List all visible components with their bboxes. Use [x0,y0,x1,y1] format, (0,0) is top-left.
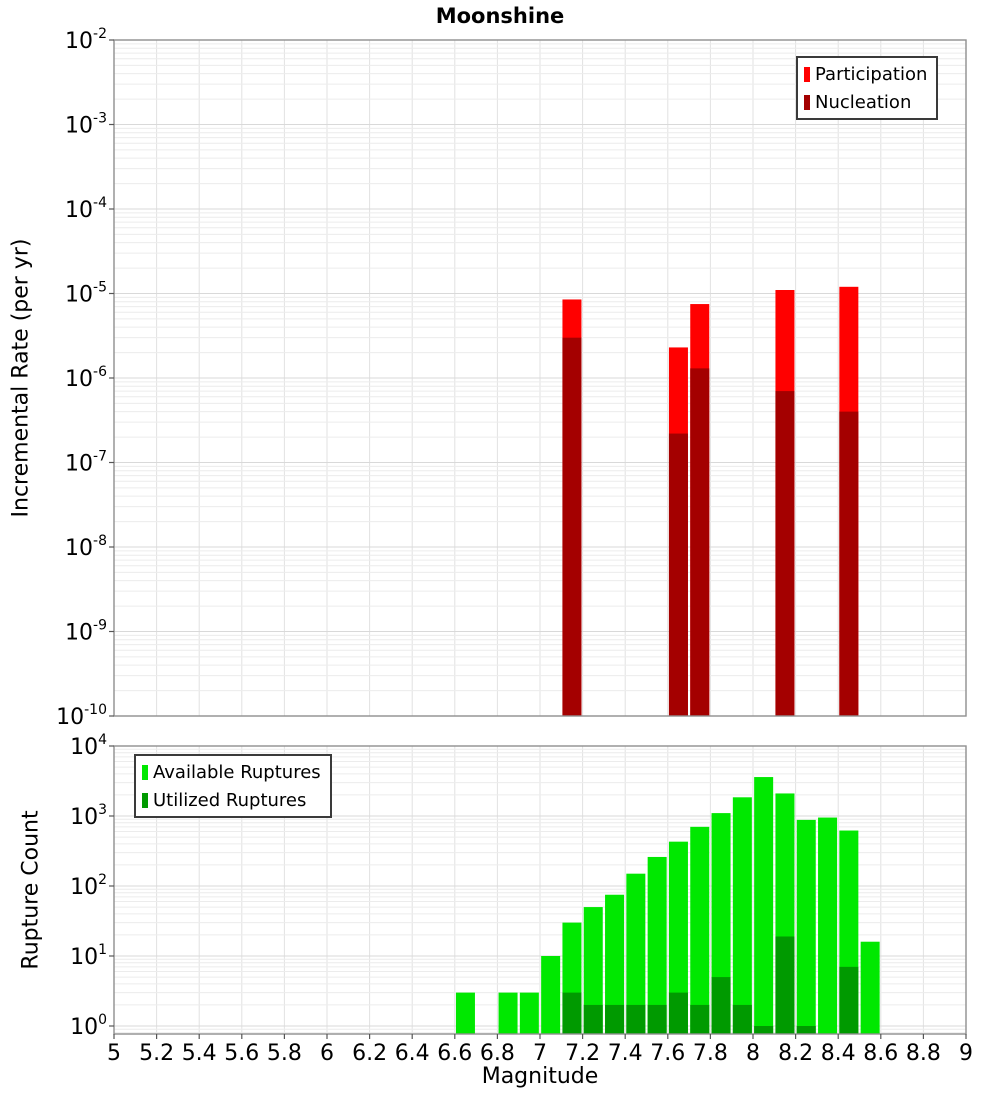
y-tick-labels [56,26,114,730]
svg-text:102: $10^2$ [70,872,107,900]
svg-text:5.8: 5.8 [266,1041,302,1066]
svg-text:7.6: 7.6 [650,1041,686,1066]
count-legend [134,754,332,818]
svg-text:10-3: $10^{-3}$ [65,110,107,139]
svg-text:8.4: 8.4 [820,1041,856,1066]
svg-text:10-10: $10^{-10}$ [56,702,107,730]
svg-text:10-8: $10^{-8}$ [65,533,107,561]
svg-text:6.2: 6.2 [352,1041,388,1066]
svg-text:10-9: $10^{-9}$ [65,617,107,646]
svg-text:6: 6 [320,1041,334,1066]
svg-text:5.2: 5.2 [139,1041,175,1066]
legend-row-nucleation [804,88,927,116]
svg-text:6.4: 6.4 [394,1041,430,1066]
svg-text:8.8: 8.8 [905,1041,941,1066]
svg-text:7: 7 [533,1041,547,1066]
y-tick-labels [70,732,114,1040]
svg-text:5: 5 [107,1041,121,1066]
svg-text:10-7: $10^{-7}$ [65,448,107,477]
rate-y-axis-label: Incremental Rate (per yr) [8,238,34,518]
utilized-ruptures-swatch-icon [142,793,148,808]
svg-text:10-2: $10^{-2}$ [65,26,107,54]
participation-swatch-icon [804,67,810,82]
svg-text:103: $10^3$ [70,802,107,830]
available-ruptures-swatch-icon [142,765,148,780]
svg-text:100: $10^0$ [70,1012,107,1040]
svg-text:7.4: 7.4 [607,1041,643,1066]
svg-text:8.6: 8.6 [863,1041,899,1066]
chart-title: Moonshine [435,4,565,28]
svg-text:10-6: $10^{-6}$ [65,364,107,392]
svg-text:10-5: $10^{-5}$ [65,279,107,308]
count-y-axis-label: Rupture Count [18,810,44,970]
svg-text:9: 9 [959,1041,973,1066]
svg-text:10-4: $10^{-4}$ [65,195,107,223]
svg-text:7.2: 7.2 [565,1041,601,1066]
svg-text:7.8: 7.8 [692,1041,728,1066]
svg-text:6.6: 6.6 [437,1041,473,1066]
legend-row-utilized [142,786,321,814]
svg-text:8: 8 [746,1041,760,1066]
svg-text:6.8: 6.8 [479,1041,515,1066]
participation-legend-label: Participation [815,63,928,85]
nucleation-swatch-icon [804,95,810,110]
svg-text:5.6: 5.6 [224,1041,260,1066]
svg-text:101: $10^1$ [70,942,107,970]
x-axis-label: Magnitude [481,1064,599,1089]
rate-legend [796,56,938,120]
incremental-rate-panel [56,26,966,730]
svg-text:104: $10^4$ [70,732,107,760]
available-ruptures-legend-label: Available Ruptures [153,761,321,783]
utilized-ruptures-legend-label: Utilized Ruptures [153,789,307,811]
legend-row-available [142,758,321,786]
legend-row-participation [804,60,927,88]
nucleation-legend-label: Nucleation [815,91,912,113]
svg-text:5.4: 5.4 [181,1041,217,1066]
x-tick-labels [107,1034,973,1066]
svg-text:8.2: 8.2 [778,1041,814,1066]
